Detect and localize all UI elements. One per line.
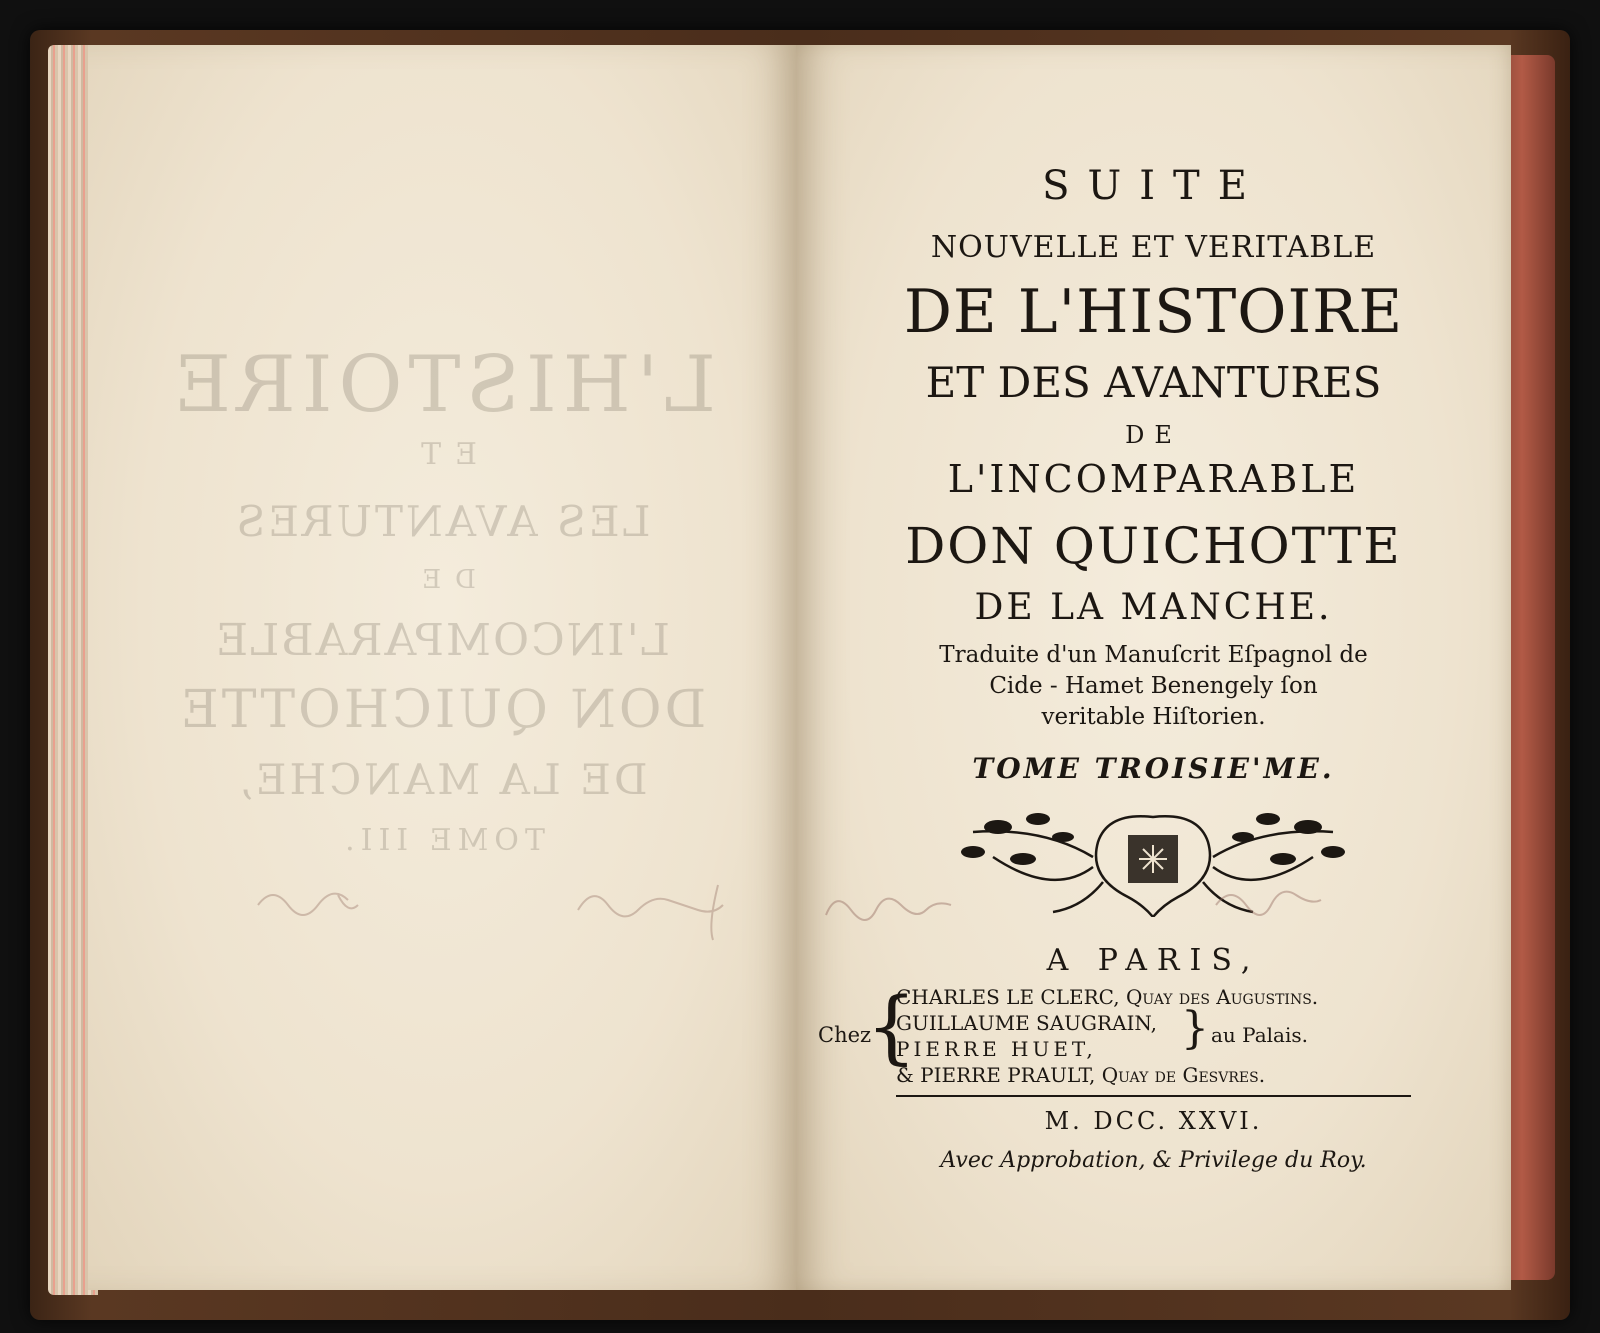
rule-line [896,1095,1411,1097]
showthrough-don: DON QUICHOTTE [177,680,707,740]
publisher-1: CHARLES LE CLERC, Quay des Auguſtins. [896,985,1319,1009]
translation-line-2: Cide - Hamet Benengely ſon [989,673,1318,699]
tome-label: TOME TROISIE'ME. [972,752,1335,785]
left-brace: { [866,980,917,1073]
privilege-line: Avec Approbation, & Privilege du Roy. [940,1148,1367,1173]
showthrough-tome: TOME III. [339,823,545,858]
publisher-4: & PIERRE PRAULT, Quay de Geſvres. [896,1063,1266,1087]
imprint-place: A PARIS, [1046,943,1261,978]
left-page [88,45,796,1290]
imprint-date: M. DCC. XXVI. [1044,1107,1263,1135]
title-don-quichotte: DON QUICHOTTE [905,517,1402,575]
showthrough-manche: DE LA MANCHE, [236,755,648,804]
showthrough-title: L'HISTOIRE [168,340,716,430]
showthrough-avantures: LES AVANTURES [233,497,651,546]
manuscript-signature [816,875,1336,945]
showthrough-de: DE [408,565,476,595]
publisher-2: GUILLAUME SAUGRAIN, [896,1011,1157,1035]
title-avantures: ET DES AVANTURES [925,358,1382,407]
title-nouvelle: NOUVELLE ET VERITABLE [930,230,1377,265]
showthrough-signature [238,865,738,945]
title-suite: SUITE [1042,163,1265,209]
title-incomparable: L'INCOMPARABLE [947,457,1360,501]
publisher-3: PIERRE HUET, [896,1037,1097,1061]
translation-line-3: veritable Hiſtorien. [1041,704,1266,730]
au-palais: au Palais. [1211,1023,1308,1047]
publishers-block [796,980,1511,1095]
right-brace: } [1181,1003,1209,1054]
chez-label: Chez [818,1023,872,1047]
title-histoire: DE L'HISTOIRE [903,277,1404,347]
title-manche: DE LA MANCHE. [974,587,1333,628]
showthrough-et: ET [407,437,477,472]
showthrough-incomparable: L'INCOMPARABLE [214,615,670,666]
title-de: DE [1125,421,1182,449]
show-through-text [88,45,796,1290]
title-page [796,45,1511,1290]
translation-line-1: Traduite d'un Manuſcrit Eſpagnol de [939,642,1368,668]
